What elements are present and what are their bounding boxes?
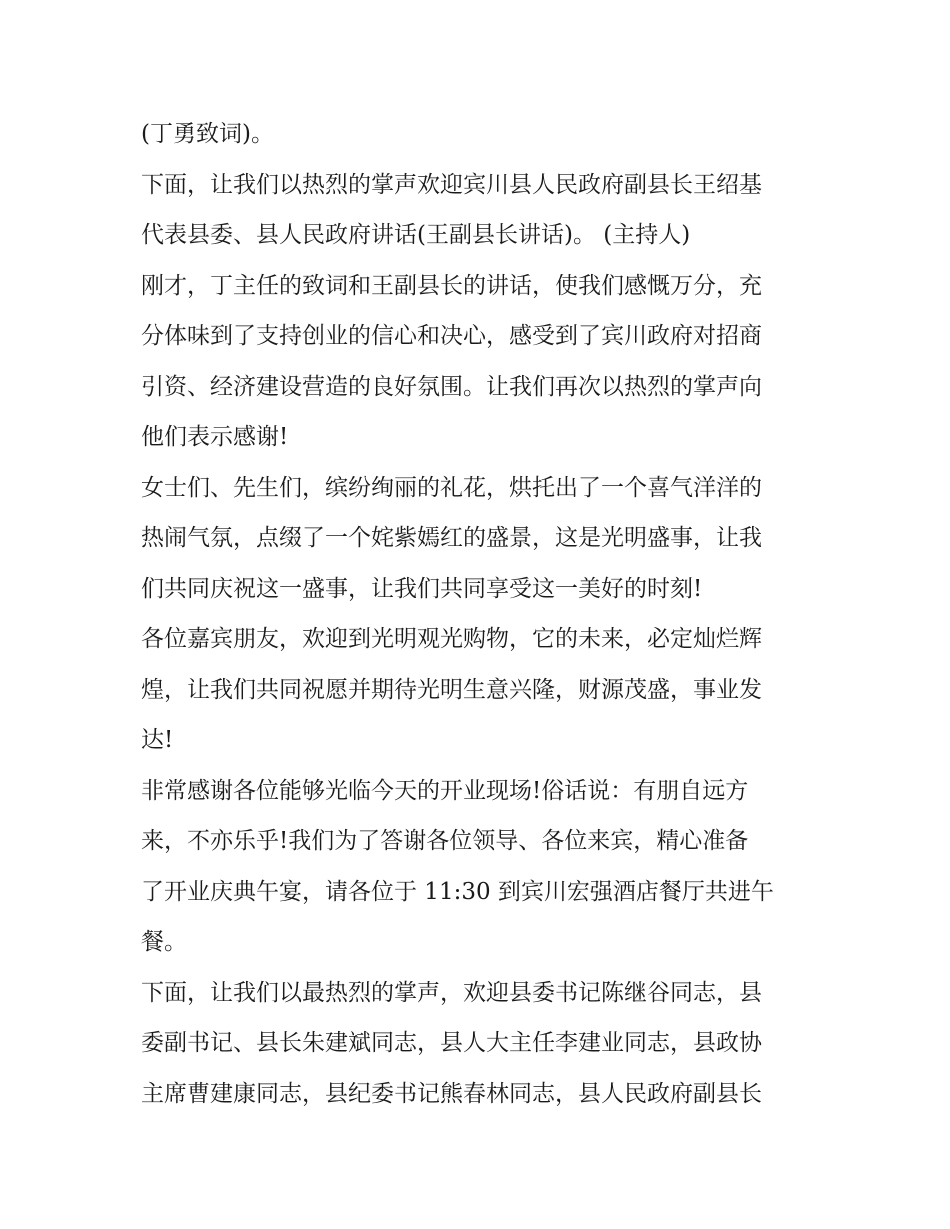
text-line: 引资、经济建设营造的良好氛围。让我们再次以热烈的掌声向 [141, 373, 762, 400]
text-line: 他们表示感谢! [141, 424, 289, 450]
text-line: 非常感谢各位能够光临今天的开业现场!俗话说：有朋自远方 [141, 777, 749, 804]
paragraph-welcome-vice-county-head [141, 160, 813, 261]
text-line: 委副书记、县长朱建斌同志，县人大主任李建业同志，县政协 [141, 1030, 762, 1056]
paragraph-banquet-invitation [141, 766, 813, 968]
text-line: 女士们、先生们，缤纷绚丽的礼花，烘托出了一个喜气洋洋的 [141, 474, 762, 501]
text-line: 们共同庆祝这一盛事，让我们共同享受这一美好的时刻! [141, 575, 703, 602]
text-line: 下面，让我们以热烈的掌声欢迎宾川县人民政府副县长王绍基 [141, 171, 762, 198]
text-line: 了开业庆典午宴，请各位于 11:30 到宾川宏强酒店餐厅共进午 [141, 878, 774, 905]
paragraph-ding-yong-speech [141, 109, 813, 160]
text-line: 达! [141, 727, 174, 753]
text-line: (丁勇致词)。 [141, 121, 274, 147]
paragraph-guests-welcome [141, 614, 813, 766]
text-line: 代表县委、县人民政府讲话(王副县长讲话)。 (主持人) [141, 222, 691, 248]
paragraph-ladies-gentlemen [141, 463, 813, 615]
text-line: 刚才，丁主任的致词和王副县长的讲话，使我们感慨万分，充 [141, 272, 762, 299]
paragraph-welcome-officials [141, 968, 813, 1120]
text-line: 下面，让我们以最热烈的掌声，欢迎县委书记陈继谷同志，县 [141, 979, 762, 1006]
text-line: 餐。 [141, 929, 187, 955]
text-line: 热闹气氛，点缀了一个姹紫嫣红的盛景，这是光明盛事，让我 [141, 525, 762, 551]
text-line: 分体味到了支持创业的信心和决心，感受到了宾川政府对招商 [141, 323, 762, 349]
text-line: 主席曹建康同志，县纪委书记熊春林同志，县人民政府副县长 [141, 1080, 762, 1107]
text-line: 各位嘉宾朋友，欢迎到光明观光购物，它的未来，必定灿烂辉 [141, 626, 762, 652]
text-line: 来，不亦乐乎!我们为了答谢各位领导、各位来宾，精心准备 [141, 828, 749, 854]
document-body [141, 109, 813, 1119]
paragraph-thanks-speeches [141, 261, 813, 463]
text-line: 煌，让我们共同祝愿并期待光明生意兴隆，财源茂盛，事业发 [141, 676, 762, 703]
